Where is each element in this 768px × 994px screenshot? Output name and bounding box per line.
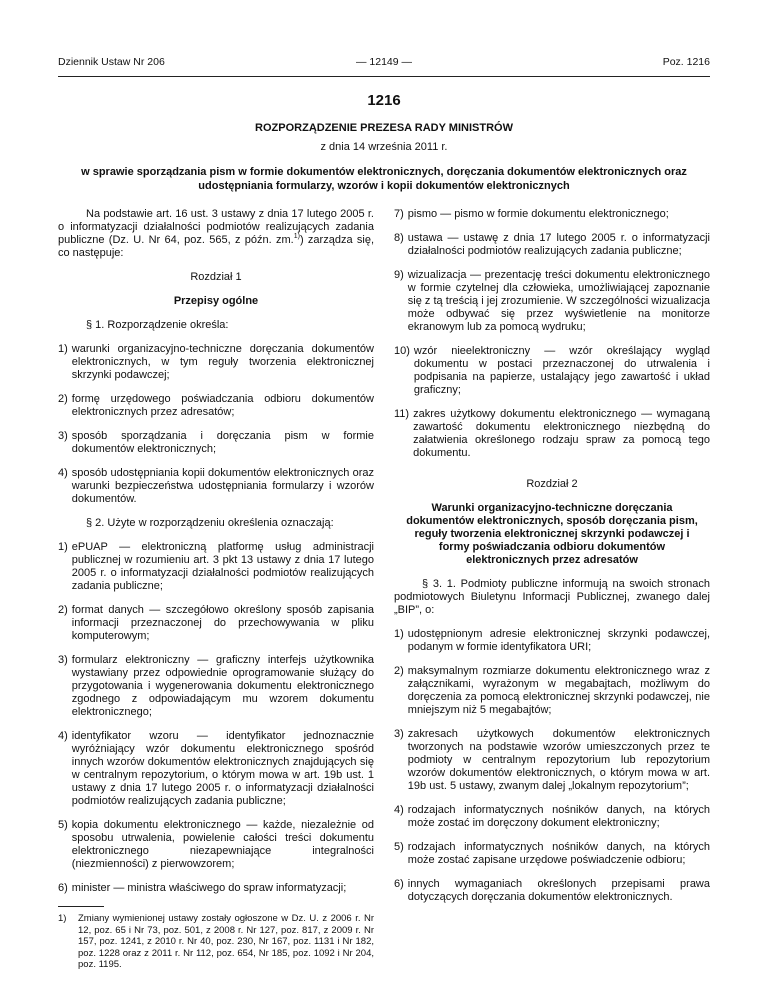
footnote-ref: 1) bbox=[293, 233, 300, 240]
right-column bbox=[394, 208, 710, 915]
chapter-1-label: Rozdział 1 bbox=[190, 271, 242, 283]
section-2-lead: § 2. Użyte w rozporządzeniu określenia oznaczają: bbox=[86, 517, 334, 529]
definition-item: 9) wizualizacja — prezentację treści dokumentu elektronicznego w formie czytelnej dla człowieka, umożliwiającej zapoznanie się z tą treścią i jej zrozumienie. W szczególności wizualizacja może odbywać się przez wyświetlenie na monitorze ekranowym lub za pomocą wydruku; bbox=[394, 269, 710, 333]
chapter-1-title: Przepisy ogólne bbox=[173, 295, 259, 307]
section-1-item: 3) sposób sporządzania i doręczania pism w formie dokumentów elektronicznych; bbox=[58, 430, 374, 455]
act-number: 1216 bbox=[367, 92, 401, 109]
act-type: ROZPORZĄDZENIE PREZESA RADY MINISTRÓW bbox=[255, 122, 513, 134]
chapter-2-label: Rozdział 2 bbox=[526, 478, 578, 490]
definition-item: 3) formularz elektroniczny — graficzny interfejs użytkownika wystawiany przez odpowiednie oprogramowanie służący do przygotowania i wygenerowania dokumentu elektronicznego zgodnego z odpowiadającym mu wzorem dokumentu elektronicznego; bbox=[58, 654, 374, 718]
definition-item: 7) pismo — pismo w formie dokumentu elektronicznego; bbox=[394, 208, 669, 220]
footnote-rule bbox=[58, 906, 104, 907]
definition-item: 11) zakres użytkowy dokumentu elektronicznego — wymaganą zawartość dokumentu elektronicznego niezbędną do załatwienia określonego rodzaju spraw za pomocą tego dokumentu. bbox=[394, 408, 710, 459]
act-date: z dnia 14 września 2011 r. bbox=[320, 141, 448, 153]
left-column bbox=[58, 208, 374, 971]
definition-item: 1) ePUAP — elektroniczną platformę usług administracji publicznej w rozumieniu art. 3 pkt 13 ustawy z dnia 17 lutego 2005 r. o informatyzacji działalności podmiotów realizujących zadania publiczne; bbox=[58, 541, 374, 592]
definition-item: 6) minister — ministra właściwego do spraw informatyzacji; bbox=[58, 882, 347, 894]
section-1-item: 2) formę urzędowego poświadczania odbioru dokumentów elektronicznych przez adresatów; bbox=[58, 393, 374, 418]
section-1-item: 4) sposób udostępniania kopii dokumentów elektronicznych oraz warunki bezpieczeństwa udostępniania formularzy i wzorów dokumentów. bbox=[58, 467, 374, 505]
section-1-lead: § 1. Rozporządzenie określa: bbox=[86, 319, 229, 331]
chapter-2-title: Warunki organizacyjno-techniczne doręczania dokumentów elektronicznych, sposób doręczania pism, reguły tworzenia elektronicznej skrzynki podawczej i formy poświadczania odbioru dokumentów elektronicznych przez adresatów bbox=[406, 502, 698, 566]
footnote-text: Zmiany wymienionej ustawy zostały ogłoszone w Dz. U. z 2006 r. Nr 12, poz. 65 i Nr 73, poz. 501, z 2008 r. Nr 127, poz. 817, z 2009 r. Nr 157, poz. 1241, z 2010 r. Nr 40, poz. 230, Nr 167, poz. 1131 i Nr 182, poz. 1228 oraz z 2011 r. Nr 112, poz. 654, Nr 185, poz. 1092 i Nr 204, poz. 1195. bbox=[78, 913, 374, 970]
definition-item: 8) ustawa — ustawę z dnia 17 lutego 2005 r. o informatyzacji działalności podmiotów realizujących zadania publiczne; bbox=[394, 232, 710, 257]
header-rule bbox=[58, 76, 710, 77]
page-number: — 12149 — bbox=[355, 56, 413, 68]
definition-item: 4) identyfikator wzoru — identyfikator jednoznacznie wyróżniający wzór dokumentu elektronicznego spośród innych wzorów dokumentów elektronicznych znajdujących się w centralnym repozytorium, o którym mowa w art. 19b ust. 1 ustawy z dnia 17 lutego 2005 r. o informatyzacji działalności podmiotów realizujących zadania publiczne; bbox=[58, 730, 374, 807]
journal-name: Dziennik Ustaw Nr 206 bbox=[58, 56, 165, 68]
position-number: Poz. 1216 bbox=[662, 56, 710, 68]
section-3-item: 1) udostępnionym adresie elektronicznej skrzynki podawczej, podanym w formie identyfikatora URI; bbox=[394, 628, 710, 653]
footnote bbox=[58, 913, 374, 971]
section-3-lead: § 3. 1. Podmioty publiczne informują na swoich stronach podmiotowych Biuletynu Informacji Publicznej, zwanego dalej „BIP”, o: bbox=[394, 578, 710, 616]
definition-item: 10) wzór nieelektroniczny — wzór określający wygląd dokumentu w postaci przeznaczonej do utrwalenia i podpisania na papierze, ustalający jego zawartość i układ graficzny; bbox=[394, 345, 710, 396]
section-3-item: 4) rodzajach informatycznych nośników danych, na których może zostać im doręczony dokument elektroniczny; bbox=[394, 804, 710, 829]
section-3-item: 2) maksymalnym rozmiarze dokumentu elektronicznego wraz z załącznikami, wyrażonym w megabajtach, możliwym do doręczenia za pomocą elektronicznej skrzynki podawczej, nie mniejszym niż 5 megabajtów; bbox=[394, 665, 710, 716]
section-3-item: 5) rodzajach informatycznych nośników danych, na których może zostać zapisane urzędowe poświadczenie odbioru; bbox=[394, 841, 710, 866]
footnote-mark: 1) bbox=[58, 913, 67, 924]
section-3-item: 6) innych wymaganiach określonych przepisami prawa dotyczących doręczania dokumentów elektronicznych. bbox=[394, 878, 710, 903]
preamble: Na podstawie art. 16 ust. 3 ustawy z dnia 17 lutego 2005 r. o informatyzacji działalności podmiotów realizujących zadania publiczne (Dz. U. Nr 64, poz. 565, z późn. zm.$^{1)}$) zarządza się, co następuje: bbox=[58, 208, 374, 259]
act-subject: w sprawie sporządzania pism w formie dokumentów elektronicznych, doręczania dokumentów elektronicznych oraz udostępniania formularzy, wzorów i kopii dokumentów elektronicznych bbox=[81, 166, 687, 192]
section-3-item: 3) zakresach użytkowych dokumentów elektronicznych tworzonych na podstawie wzorów umieszczonych przez te podmioty w centralnym repozytorium lub repozytorium wzorów dokumentów elektronicznych, o którym mowa w art. 19b ust. 5 ustawy, zwanym dalej „lokalnym repozytorium”; bbox=[394, 728, 710, 792]
section-1-item: 1) warunki organizacyjno-techniczne doręczania dokumentów elektronicznych, w tym reguły tworzenia elektronicznej skrzynki podawczej; bbox=[58, 343, 374, 381]
running-header bbox=[58, 56, 710, 72]
definition-item: 2) format danych — szczegółowo określony sposób zapisania informacji przeznaczonej do przechowywania w pliku komputerowym; bbox=[58, 604, 374, 642]
definition-item: 5) kopia dokumentu elektronicznego — każde, niezależnie od sposobu utrwalenia, powielenie całości treści dokumentu elektronicznego niezapewniające integralności (niezmienności) z pierwowzorem; bbox=[58, 819, 374, 870]
